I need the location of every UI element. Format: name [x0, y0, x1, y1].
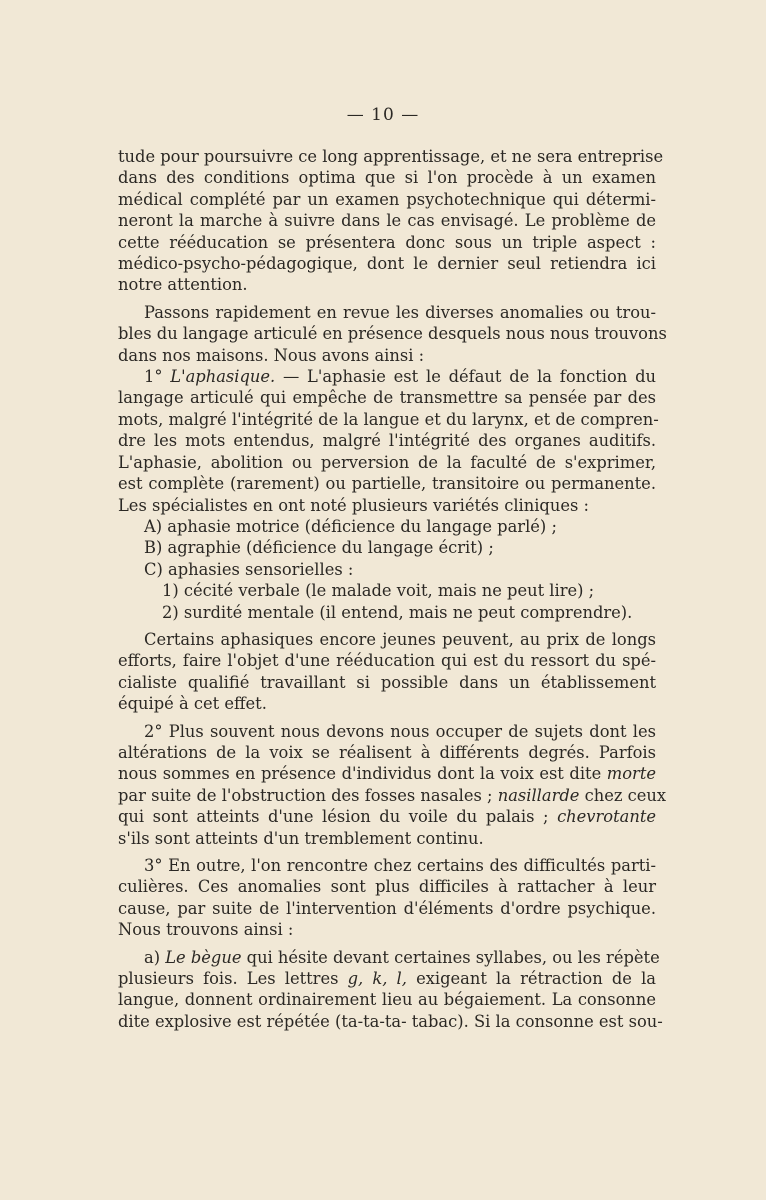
- text-line: a) Le bègue qui hésite devant certaines syllabes, ou les répète: [144, 947, 660, 967]
- text-line: 3° En outre, l'on rencontre chez certains des difficultés parti-: [144, 856, 656, 875]
- text-line: culières. Ces anomalies sont plus difficiles à rattacher à leur: [118, 877, 656, 897]
- text-line: nous sommes en présence d'individus dont la voix est dite morte: [118, 764, 656, 784]
- text-line: médical complété par un examen psychotechnique qui détermi-: [118, 189, 656, 209]
- text-line: plusieurs fois. Les lettres g, k, l, exigeant la rétraction de la: [118, 969, 656, 989]
- text-line: mots, malgré l'intégrité de la langue et du larynx, et de compren-: [118, 409, 659, 429]
- text-line: efforts, faire l'objet d'une rééducation qui est du ressort du spé-: [118, 651, 656, 671]
- text-line: dre les mots entendus, malgré l'intégrité des organes auditifs.: [118, 431, 656, 451]
- text-line: dans des conditions optima que si l'on procède à un examen: [118, 168, 656, 188]
- text-line: dite explosive est répétée (ta-ta-ta- tabac). Si la consonne est sou-: [118, 1011, 663, 1031]
- text-line: médico-psycho-pédagogique, dont le dernier seul retiendra ici: [118, 254, 656, 274]
- page-number: — 10 —: [346, 105, 420, 125]
- text-line: langue, donnent ordinairement lieu au bégaiement. La consonne: [118, 990, 656, 1010]
- text-line: 2° Plus souvent nous devons nous occuper de sujets dont les: [144, 721, 656, 741]
- text-line: B) agraphie (déficience du langage écrit) ;: [144, 538, 494, 558]
- text-line: Certains aphasiques encore jeunes peuvent, au prix de longs: [144, 629, 656, 649]
- text-line: Passons rapidement en revue les diverses anomalies ou trou-: [144, 302, 656, 322]
- text-line: notre attention.: [118, 275, 248, 295]
- text-line: langage articulé qui empêche de transmettre sa pensée par des: [118, 388, 656, 408]
- text-line: A) aphasie motrice (déficience du langage parlé) ;: [144, 516, 557, 536]
- text-line: tude pour poursuivre ce long apprentissage, et ne sera entreprise: [118, 147, 664, 166]
- text-line: dans nos maisons. Nous avons ainsi :: [118, 345, 425, 365]
- text-line: bles du langage articulé en présence desquels nous nous trouvons: [118, 324, 667, 344]
- text-line: est complète (rarement) ou partielle, transitoire ou permanente.: [118, 474, 656, 494]
- text-line: 1) cécité verbale (le malade voit, mais ne peut lire) ;: [162, 581, 595, 601]
- text-line: 2) surdité mentale (il entend, mais ne peut comprendre).: [162, 602, 633, 622]
- text-line: altérations de la voix se réalisent à différents degrés. Parfois: [118, 742, 656, 762]
- text-line: cialiste qualifié travaillant si possible dans un établissement: [118, 672, 656, 692]
- text-line: Les spécialistes en ont noté plusieurs variétés cliniques :: [118, 495, 589, 515]
- text-line: équipé à cet effet.: [118, 694, 267, 714]
- text-line: 1° L'aphasique. — L'aphasie est le défaut de la fonction du: [144, 367, 656, 387]
- text-line: s'ils sont atteints d'un tremblement continu.: [118, 828, 484, 848]
- text-line: qui sont atteints d'une lésion du voile du palais ; chevrotante: [118, 807, 656, 827]
- text-line: cause, par suite de l'intervention d'éléments d'ordre psychique.: [118, 898, 656, 918]
- text-line: C) aphasies sensorielles :: [144, 559, 354, 579]
- text-line: Nous trouvons ainsi :: [118, 920, 294, 940]
- text-line: cette rééducation se présentera donc sous un triple aspect :: [118, 232, 656, 252]
- text-line: L'aphasie, abolition ou perversion de la faculté de s'exprimer,: [118, 452, 656, 472]
- body-text: [118, 146, 667, 1032]
- text-line: neront la marche à suivre dans le cas envisagé. Le problème de: [118, 211, 656, 231]
- text-line: par suite de l'obstruction des fosses nasales ; nasillarde chez ceux: [118, 785, 667, 805]
